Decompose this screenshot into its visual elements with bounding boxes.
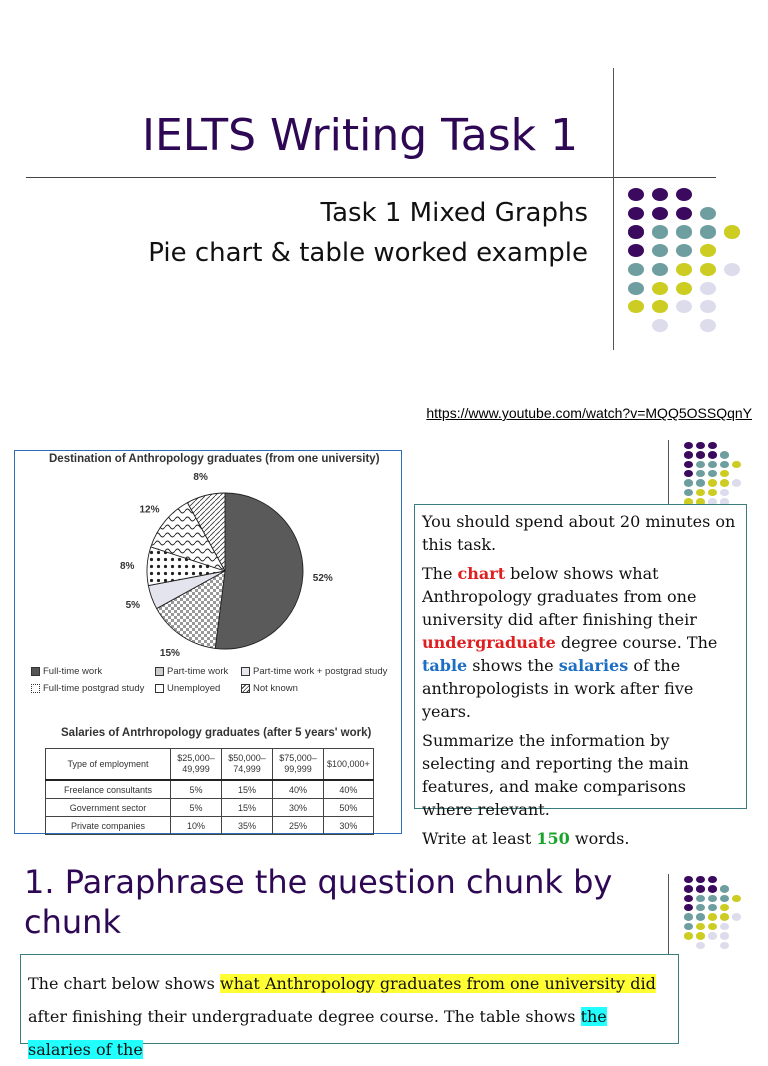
pie-data-label: 8% (119, 560, 135, 572)
decorative-dot (684, 489, 693, 496)
decorative-dot (696, 470, 705, 477)
table-cell: 30% (324, 817, 374, 835)
task-paragraph-word-count: Write at least 150 words. (422, 829, 630, 848)
table-row (46, 817, 374, 835)
pie-data-label: 52% (312, 573, 333, 585)
decorative-dot (628, 300, 644, 313)
legend-part-time-postgrad: Part-time work + postgrad study (241, 666, 387, 677)
task-instructions-box (414, 504, 747, 848)
decorative-dot (708, 479, 717, 486)
slide-title: IELTS Writing Task 1 (142, 110, 579, 161)
decorative-dot (696, 923, 705, 930)
legend-not-known: Not known (241, 683, 298, 694)
decorative-dot (720, 923, 729, 930)
decorative-dot (720, 479, 729, 486)
decorative-dot (720, 904, 729, 911)
task-paragraph-description: The chart below shows what Anthropology graduates from one university did after finishing their undergraduate degree course. The table shows the salaries of the anthropologists in work after five years. (422, 564, 718, 721)
decorative-dot (676, 225, 692, 238)
decorative-dot (652, 282, 668, 295)
table-row (46, 799, 374, 817)
decorative-dot (652, 188, 668, 201)
decorative-dot (676, 207, 692, 220)
keyword-word-count: 150 (536, 829, 570, 848)
decorative-dot (652, 207, 668, 220)
decorative-dot (628, 225, 644, 238)
table-cell: 5% (171, 799, 222, 817)
decorative-dot (684, 913, 693, 920)
decorative-dot (696, 442, 705, 449)
decorative-dot (696, 904, 705, 911)
table-cell: 35% (222, 817, 273, 835)
decorative-dot (708, 932, 717, 939)
decorative-dot (720, 470, 729, 477)
table-cell: 15% (222, 780, 273, 799)
salary-table (45, 748, 374, 835)
decorative-dot (684, 895, 693, 902)
decorative-dot (732, 461, 741, 468)
table-cell: 25% (273, 817, 324, 835)
decorative-dot (700, 282, 716, 295)
table-row (46, 780, 374, 799)
task-paragraph-time: You should spend about 20 minutes on this task. (422, 512, 736, 554)
decorative-dot (700, 319, 716, 332)
decorative-dot (652, 263, 668, 276)
pie-chart-title: Destination of Anthropology graduates (from one university) (49, 453, 380, 465)
decorative-dot (696, 489, 705, 496)
decorative-dot (684, 442, 693, 449)
decorative-dot (696, 461, 705, 468)
decorative-dot (696, 913, 705, 920)
table-cell: Freelance consultants (46, 780, 171, 799)
legend-full-time-postgrad: Full-time postgrad study (31, 683, 144, 694)
decorative-dot (696, 942, 705, 949)
decorative-dot (684, 885, 693, 892)
decorative-dot (720, 913, 729, 920)
pie-chart (15, 451, 401, 661)
legend-unemployed: Unemployed (155, 683, 220, 694)
legend-full-time-work: Full-time work (31, 666, 102, 677)
decorative-dot (732, 913, 741, 920)
highlight-chunk-2: the salaries of the (28, 1007, 607, 1059)
decorative-dot (696, 876, 705, 883)
decorative-dot (720, 489, 729, 496)
decorative-dot (684, 479, 693, 486)
decorative-dot (628, 263, 644, 276)
decorative-dot (700, 225, 716, 238)
table-header: $50,000–74,999 (222, 749, 273, 781)
slide-subtitle-line2: Pie chart & table worked example (148, 238, 588, 268)
decorative-dot (696, 451, 705, 458)
table-cell: 10% (171, 817, 222, 835)
decorative-dot (696, 895, 705, 902)
slide-subtitle-line1: Task 1 Mixed Graphs (320, 198, 588, 228)
pie-data-label: 15% (159, 648, 180, 660)
decorative-dot (708, 923, 717, 930)
legend-part-time-work: Part-time work (155, 666, 228, 677)
table-title: Salaries of Antrhropology graduates (after 5 years' work) (61, 727, 372, 739)
decorative-dot (628, 244, 644, 257)
decorative-dot (684, 876, 693, 883)
decorative-dot (732, 479, 741, 486)
highlight-chunk-1: what Anthropology graduates from one university did (219, 974, 656, 993)
decorative-dot (628, 282, 644, 295)
decorative-dot (720, 895, 729, 902)
decorative-dot (708, 489, 717, 496)
decorative-dot (700, 244, 716, 257)
table-header: $75,000–99,999 (273, 749, 324, 781)
decorative-dot (684, 470, 693, 477)
decorative-dot (708, 461, 717, 468)
decorative-dot (676, 282, 692, 295)
decorative-dot (676, 263, 692, 276)
vertical-divider (668, 874, 669, 954)
decorative-dot-grid (684, 442, 754, 506)
decorative-dot (684, 923, 693, 930)
decorative-dot (652, 319, 668, 332)
decorative-dot (628, 188, 644, 201)
decorative-dot (700, 300, 716, 313)
youtube-link[interactable]: https://www.youtube.com/watch?v=MQQ5OSSQqnY (426, 405, 752, 421)
decorative-dot (708, 451, 717, 458)
pie-data-label: 8% (193, 472, 208, 484)
table-cell: 40% (273, 780, 324, 799)
decorative-dot (684, 932, 693, 939)
decorative-dot (652, 244, 668, 257)
decorative-dot (708, 442, 717, 449)
task-paragraph-summarize: Summarize the information by selecting and reporting the main features, and make comparisons where relevant. (422, 731, 689, 819)
decorative-dot (628, 207, 644, 220)
table-cell: 40% (324, 780, 374, 799)
table-cell: 50% (324, 799, 374, 817)
table-header: Type of employment (46, 749, 171, 781)
keyword-undergraduate: undergraduate (422, 633, 556, 652)
table-cell: 30% (273, 799, 324, 817)
keyword-chart: chart (457, 564, 506, 583)
paraphrase-box: The chart below shows what Anthropology graduates from one university did after finishing their undergraduate degree course. The table shows the salaries of the (20, 954, 679, 1044)
decorative-dot (720, 932, 729, 939)
decorative-dot (708, 470, 717, 477)
table-cell: 5% (171, 780, 222, 799)
pie-data-label: 5% (125, 600, 141, 612)
decorative-dot (696, 885, 705, 892)
decorative-dot (684, 904, 693, 911)
table-cell: Private companies (46, 817, 171, 835)
vertical-divider (668, 440, 669, 506)
decorative-dot (708, 904, 717, 911)
decorative-dot (708, 895, 717, 902)
decorative-dot (652, 300, 668, 313)
decorative-dot (708, 885, 717, 892)
decorative-dot (700, 207, 716, 220)
table-cell: Government sector (46, 799, 171, 817)
decorative-dot (720, 885, 729, 892)
pie-data-label: 12% (139, 504, 160, 516)
decorative-dot (724, 263, 740, 276)
decorative-dot (696, 479, 705, 486)
decorative-dot (696, 932, 705, 939)
table-cell: 15% (222, 799, 273, 817)
decorative-dot (720, 451, 729, 458)
decorative-dot (720, 461, 729, 468)
table-header: $25,000–49,999 (171, 749, 222, 781)
keyword-table: table (422, 656, 468, 675)
decorative-dot (700, 263, 716, 276)
keyword-salaries: salaries (558, 656, 629, 675)
vertical-divider (613, 68, 614, 350)
decorative-dot-grid (684, 876, 754, 956)
question-figure (14, 450, 402, 834)
decorative-dot (652, 225, 668, 238)
decorative-dot (684, 461, 693, 468)
decorative-dot (676, 188, 692, 201)
decorative-dot (676, 300, 692, 313)
pie-slice-full-time-work (215, 493, 303, 649)
decorative-dot (684, 451, 693, 458)
decorative-dot (732, 895, 741, 902)
slide-title: 1. Paraphrase the question chunk by chunk (24, 863, 613, 941)
decorative-dot (724, 225, 740, 238)
decorative-dot-grid (628, 188, 748, 328)
decorative-dot (708, 913, 717, 920)
table-header: $100,000+ (324, 749, 374, 781)
decorative-dot (708, 876, 717, 883)
decorative-dot (720, 942, 729, 949)
decorative-dot (676, 244, 692, 257)
